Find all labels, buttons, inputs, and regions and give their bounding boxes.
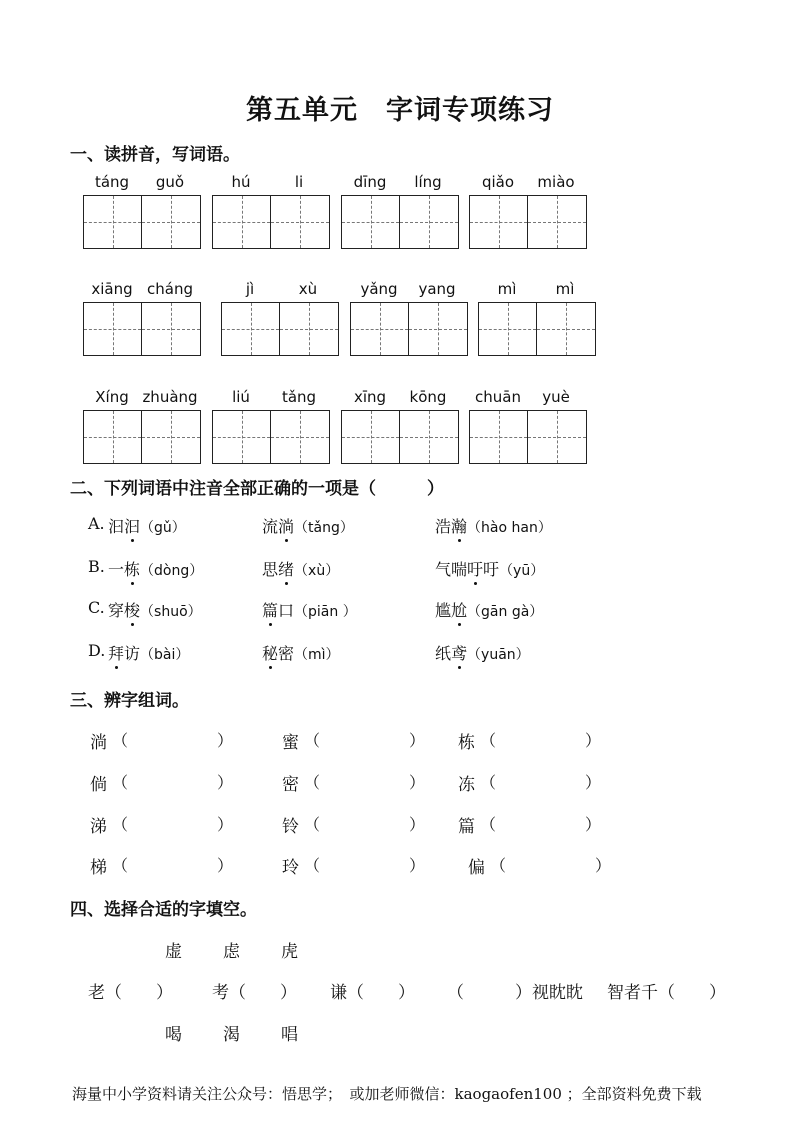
option-char: 瀚 [451,514,467,537]
group-char: 密 [282,775,299,795]
grid-cell[interactable] [280,303,338,355]
writing-grid[interactable] [212,195,330,249]
grid-cell[interactable] [84,411,142,463]
option-pinyin: （mì） [294,647,340,663]
answer-blank[interactable] [496,770,582,792]
option-item [108,514,186,537]
writing-grid[interactable] [341,195,459,249]
grid-cell[interactable] [528,411,586,463]
option-item [435,598,543,621]
option-char: 绪 [278,557,294,580]
option-pinyin: （yuān） [467,647,530,663]
pinyin-label: yang [418,280,456,298]
option-char: 篇 [262,598,278,621]
writing-grid[interactable] [341,410,459,464]
option-pinyin: （gǔ） [140,520,186,536]
option-pinyin: （dòng） [140,563,204,579]
choice-char: 唱 [281,1025,298,1045]
pinyin-label: liú [232,388,250,406]
pinyin-label: li [294,173,304,191]
grid-cell[interactable] [351,303,409,355]
close-paren: ） [217,856,234,875]
group-char: 铃 [282,817,299,837]
fill-blank[interactable]: 智者千（ ） [607,983,726,1003]
option-item [108,641,189,664]
writing-grid[interactable] [221,302,339,356]
grid-cell[interactable] [142,303,200,355]
choice-char: 喝 [165,1025,182,1045]
option-char: 气 [435,560,452,579]
footer-note: 海量中小学资料请关注公众号：悟思学； 或加老师微信：kaogaofen100 ；全部资料免费下载 [72,1085,702,1103]
answer-blank[interactable] [128,812,214,834]
pinyin-label: qiǎo [481,173,515,191]
open-paren: （ [490,856,507,875]
option-char: 浩 [435,517,452,536]
writing-grid[interactable] [83,302,201,356]
fill-blank[interactable]: 老（ ） [88,983,173,1003]
group-char: 偏 [468,858,485,878]
open-paren: （ [480,731,497,750]
group-char: 冻 [458,775,475,795]
open-paren: （ [304,815,321,834]
option-char: 栋 [124,557,140,580]
writing-grid[interactable] [469,195,587,249]
pinyin-label: jì [245,280,255,298]
grid-cell[interactable] [537,303,595,355]
answer-blank[interactable] [320,728,406,750]
answer-blank[interactable] [128,728,214,750]
option-label: D. [88,641,106,660]
option-char: 一 [108,560,125,579]
fill-blank[interactable]: （ ）视眈眈 [447,983,583,1003]
option-char: 梭 [124,598,140,621]
option-pinyin: （piān ） [294,604,357,620]
grid-cell[interactable] [213,411,271,463]
open-paren: （ [480,773,497,792]
answer-blank[interactable] [128,853,214,875]
pinyin-label: cháng [147,280,193,298]
grid-cell[interactable] [528,196,586,248]
group-char: 梯 [90,858,107,878]
pinyin-label: dīng [353,173,387,191]
option-char: 秘 [262,641,278,664]
close-paren: ） [217,731,234,750]
grid-cell[interactable] [222,303,280,355]
option-pinyin: （hào han） [467,520,552,536]
close-paren: ） [595,856,612,875]
fill-blank[interactable]: 考（ ） [212,983,297,1003]
open-paren: （ [112,731,129,750]
option-char: 尴 [435,601,452,620]
option-item [435,557,544,580]
open-paren: （ [112,856,129,875]
section4-heading: 四、选择合适的字填空。 [70,900,257,920]
option-char: 流 [262,517,279,536]
page-title: 第五单元 字词专项练习 [246,95,554,126]
pinyin-label: táng [94,173,130,191]
group-char: 涕 [90,817,107,837]
section3-heading: 三、辨字组词。 [70,691,189,711]
open-paren: （ [112,773,129,792]
open-paren: （ [480,815,497,834]
grid-cell[interactable] [142,196,200,248]
pinyin-label: kōng [409,388,447,406]
open-paren: （ [112,815,129,834]
option-item [262,557,339,580]
option-item [435,641,530,664]
choice-char: 虎 [281,942,298,962]
close-paren: ） [409,815,426,834]
option-char: 吁 [483,560,500,579]
close-paren: ） [585,773,602,792]
option-char: 尬 [451,598,467,621]
answer-blank[interactable] [320,812,406,834]
option-pinyin: （shuō） [140,604,202,620]
grid-cell[interactable] [409,303,467,355]
close-paren: ） [585,731,602,750]
group-char: 淌 [90,733,107,753]
answer-blank[interactable] [320,853,406,875]
group-char: 倘 [90,775,107,795]
section2-heading: 二、下列词语中注音全部正确的一项是（ ） [70,479,444,499]
open-paren: （ [304,856,321,875]
pinyin-label: hú [231,173,251,191]
grid-cell[interactable] [400,196,458,248]
pinyin-label: líng [414,173,442,191]
option-char: 吁 [467,557,483,580]
choice-char: 虚 [165,942,182,962]
pinyin-label: Xíng [95,388,129,406]
option-item [262,641,340,664]
option-char: 汩 [124,514,140,537]
option-item [262,514,354,537]
pinyin-label: zhuàng [142,388,198,406]
close-paren: ） [409,856,426,875]
grid-cell[interactable] [271,196,329,248]
writing-grid[interactable] [212,410,330,464]
option-label: C. [88,598,105,617]
pinyin-label: tǎng [281,388,317,406]
pinyin-label: xù [298,280,318,298]
grid-cell[interactable] [400,411,458,463]
grid-cell[interactable] [470,411,528,463]
pinyin-label: mì [555,280,575,298]
section1-heading: 一、读拼音，写词语。 [70,145,240,165]
option-label: A. [88,514,105,533]
choice-char: 虑 [223,942,240,962]
pinyin-label: miào [537,173,575,191]
option-item [108,557,203,580]
grid-cell[interactable] [84,303,142,355]
answer-blank[interactable] [506,853,592,875]
pinyin-label: guǒ [155,173,185,191]
fill-blank[interactable]: 谦（ ） [330,983,415,1003]
option-item [262,598,357,621]
grid-cell[interactable] [479,303,537,355]
option-pinyin: （tǎng） [294,520,354,536]
option-item [435,514,552,537]
option-char: 拜 [108,641,124,664]
grid-cell[interactable] [84,196,142,248]
option-char: 思 [262,560,279,579]
answer-blank[interactable] [320,770,406,792]
close-paren: ） [409,773,426,792]
grid-cell[interactable] [213,196,271,248]
group-char: 栋 [458,733,475,753]
writing-grid[interactable] [478,302,596,356]
pinyin-label: yuè [542,388,570,406]
option-char: 穿 [108,601,125,620]
open-paren: （ [304,773,321,792]
pinyin-label: mì [497,280,517,298]
answer-blank[interactable] [496,812,582,834]
pinyin-label: chuān [475,388,521,406]
writing-grid[interactable] [469,410,587,464]
option-char: 密 [278,644,295,663]
option-item [108,598,202,621]
option-char: 淌 [278,514,294,537]
close-paren: ） [217,815,234,834]
close-paren: ） [217,773,234,792]
answer-blank[interactable] [128,770,214,792]
pinyin-label: xīng [353,388,387,406]
group-char: 蜜 [282,733,299,753]
option-char: 纸 [435,644,452,663]
grid-cell[interactable] [342,196,400,248]
close-paren: ） [585,815,602,834]
grid-cell[interactable] [142,411,200,463]
choice-char: 渴 [223,1025,240,1045]
option-char: 鸢 [451,641,467,664]
writing-grid[interactable] [350,302,468,356]
option-pinyin: （xù） [294,563,340,579]
option-pinyin: （yū） [499,563,545,579]
option-pinyin: （gān gà） [467,604,544,620]
option-char: 访 [124,644,141,663]
group-char: 玲 [282,858,299,878]
grid-cell[interactable] [271,411,329,463]
open-paren: （ [304,731,321,750]
group-char: 篇 [458,817,475,837]
grid-cell[interactable] [342,411,400,463]
option-pinyin: （bài） [140,647,190,663]
option-label: B. [88,557,105,576]
pinyin-label: yǎng [360,280,398,298]
close-paren: ） [409,731,426,750]
writing-grid[interactable] [83,410,201,464]
pinyin-label: xiāng [91,280,133,298]
writing-grid[interactable] [83,195,201,249]
answer-blank[interactable] [496,728,582,750]
option-char: 汩 [108,517,125,536]
option-char: 喘 [451,560,468,579]
option-char: 口 [278,601,295,620]
grid-cell[interactable] [470,196,528,248]
